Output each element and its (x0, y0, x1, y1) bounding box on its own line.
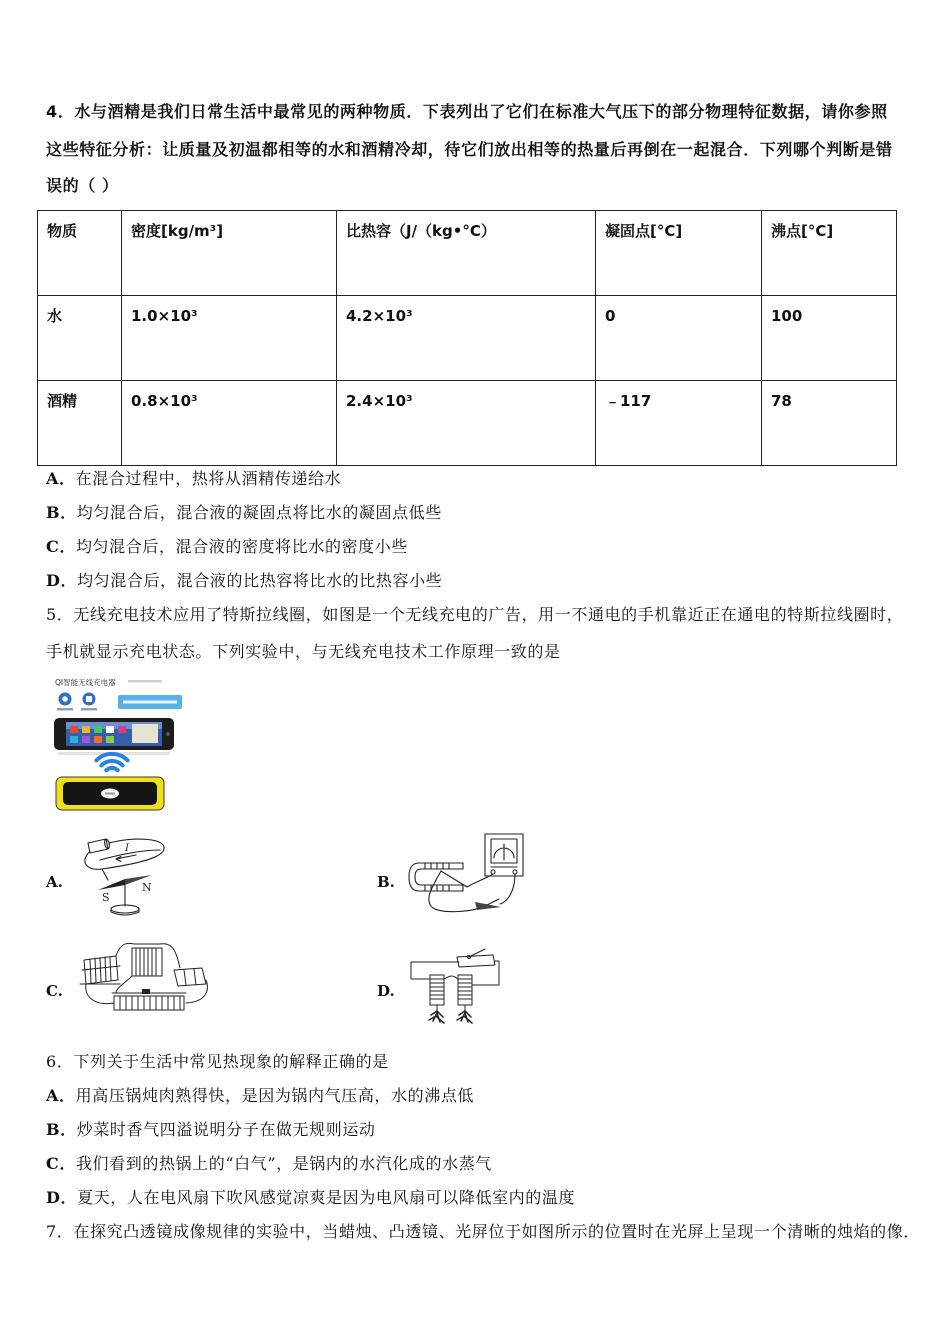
charging-pad-illustration (56, 777, 164, 810)
table-cell-alcohol-specific-heat: 2.4×10³ (337, 381, 596, 466)
q4-option-d (46, 571, 442, 591)
option-c-motor-diagram (76, 940, 212, 1028)
q4-option-b-text: 均匀混合后，混合液的凝固点将比水的凝固点低些 (76, 503, 442, 522)
table-cell-alcohol-freezing-point: ﹣117 (596, 381, 762, 466)
table-cell-water-name: 水 (38, 296, 122, 381)
table-header-specific-heat: 比热容（J/（kg•°C） (337, 211, 596, 296)
rheostat-slider (142, 989, 150, 994)
q7-stem: 7．在探究凸透镜成像规律的实验中，当蜡烛、凸透镜、光屏位于如图所示的位置时在光屏上呈现一个清晰的烛焰的像． (46, 1222, 920, 1241)
q4-option-a (46, 469, 341, 489)
q4-option-a-label: A． (46, 469, 76, 488)
q6-option-d-text: 夏天，人在电风扇下吹风感觉凉爽是因为电风扇可以降低室内的温度 (77, 1188, 576, 1207)
q4-stem-line-3: 误的（ ） (46, 176, 119, 195)
option-b-induction-diagram (403, 830, 527, 920)
option-a-oersted-diagram (78, 832, 170, 920)
connecting-wires (411, 961, 499, 985)
q6-option-c-text: 我们看到的热锅上的“白气”，是锅内的水汽化成的水蒸气 (75, 1154, 492, 1173)
q6-option-b (46, 1120, 376, 1140)
needle-label-n: N (142, 881, 152, 894)
table-header-substance: 物质 (38, 211, 122, 296)
option-d-electromagnet-diagram (403, 945, 503, 1027)
ad-blue-banner (118, 695, 182, 709)
table-header-row (38, 211, 897, 296)
q5-option-b-label: B. (377, 873, 395, 891)
horseshoe-magnet (409, 863, 463, 891)
galvanometer (485, 834, 523, 876)
table-cell-water-specific-heat: 4.2×10³ (337, 296, 596, 381)
q6-option-c (46, 1154, 492, 1174)
q6-option-a-label: A． (46, 1086, 76, 1105)
q6-option-a-text: 用高压锅炖肉熟得快，是因为锅内气压高，水的沸点低 (75, 1086, 475, 1105)
switch (457, 949, 495, 967)
q4-option-b-label: B． (46, 503, 77, 522)
q6-option-b-text: 炒菜时香气四溢说明分子在做无规则运动 (76, 1120, 376, 1139)
table-row-water (38, 296, 897, 381)
q4-option-c-text: 均匀混合后，混合液的密度将比水的密度小些 (75, 537, 408, 556)
q6-option-d-label: D． (46, 1188, 78, 1207)
table-header-boiling-point: 沸点[°C] (762, 211, 897, 296)
q5-option-d-label: D. (377, 982, 395, 1000)
electromagnet-left (80, 956, 120, 984)
q6-option-b-label: B． (46, 1120, 77, 1139)
q4-option-d-label: D． (46, 571, 78, 590)
current-label-i: I (125, 843, 129, 854)
q6-option-c-label: C． (46, 1154, 76, 1173)
needle-label-s: S (102, 891, 110, 904)
q4-stem-line-1: 4．水与酒精是我们日常生活中最常见的两种物质．下表列出了它们在标准大气压下的部分物理特征数据，请你参照 (46, 102, 888, 121)
battery-box (174, 968, 206, 986)
wireless-charger-ad-image (52, 674, 186, 812)
compass-stand (111, 882, 139, 915)
q6-option-a (46, 1086, 474, 1106)
wifi-signal-icon (96, 754, 127, 770)
rheostat (112, 993, 186, 1010)
table-header-density: 密度[kg/m³] (122, 211, 337, 296)
table-row-alcohol (38, 381, 897, 466)
coil-center (132, 944, 162, 976)
table-cell-alcohol-boiling-point: 78 (762, 381, 897, 466)
connecting-wires (86, 943, 208, 1003)
q5-stem-line-1: 5．无线充电技术应用了特斯拉线圈，如图是一个无线充电的广告，用一不通电的手机靠近正在通电的特斯拉线圈时， (46, 605, 904, 624)
q4-option-d-text: 均匀混合后，混合液的比热容将比水的比热容小些 (77, 571, 443, 590)
q5-option-a-label: A. (46, 873, 63, 891)
physical-properties-table (37, 210, 897, 466)
ad-feature-icons (57, 693, 97, 711)
q4-stem-line-2: 这些特征分析：让质量及初温都相等的水和酒精冷却，待它们放出相等的热量后再倒在一起混合．下列哪个判断是错 (46, 140, 893, 159)
table-cell-alcohol-name: 酒精 (38, 381, 122, 466)
q5-option-c-label: C. (46, 982, 63, 1000)
table-cell-alcohol-density: 0.8×10³ (122, 381, 337, 466)
table-cell-water-freezing-point: 0 (596, 296, 762, 381)
table-cell-water-density: 1.0×10³ (122, 296, 337, 381)
q4-option-c-label: C． (46, 537, 76, 556)
table-header-freezing-point: 凝固点[°C] (596, 211, 762, 296)
q6-stem: 6．下列关于生活中常见热现象的解释正确的是 (46, 1052, 389, 1071)
electromagnet-coil-1 (430, 975, 444, 1013)
q6-option-d (46, 1188, 575, 1208)
battery-icon (88, 839, 113, 853)
table-cell-water-boiling-point: 100 (762, 296, 897, 381)
electromagnet-coil-2 (458, 975, 472, 1013)
q5-stem-line-2: 手机就显示充电状态。下列实验中，与无线充电技术工作原理一致的是 (46, 642, 561, 661)
ad-subtitle-mark (128, 680, 162, 683)
q4-option-b (46, 503, 442, 523)
ad-title-text: QI智能无线充电器 (55, 678, 116, 687)
q4-option-c (46, 537, 408, 557)
smartphone-illustration (54, 718, 174, 755)
q4-option-a-text: 在混合过程中，热将从酒精传递给水 (75, 469, 342, 488)
switch-base (475, 902, 501, 910)
iron-filings (429, 1011, 472, 1023)
